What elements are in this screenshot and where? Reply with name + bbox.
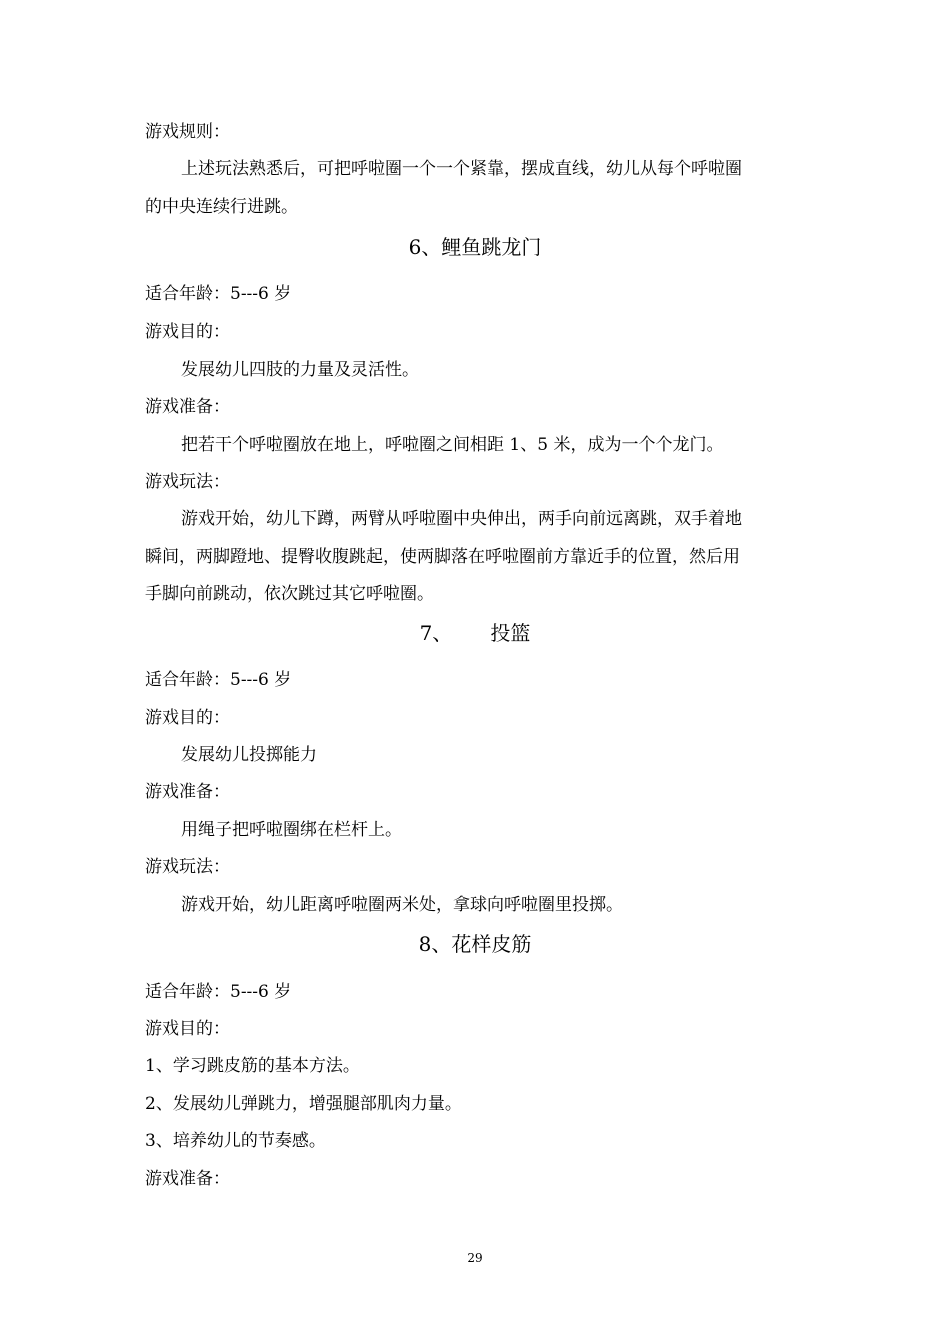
page-number: 29 bbox=[467, 1251, 483, 1265]
section-6-title: 6、鲤鱼跳龙门 bbox=[408, 235, 542, 259]
section-6-play-line-2: 瞬间，两脚蹬地、提臀收腹跳起，使两脚落在呼啦圈前方靠近手的位置，然后用 bbox=[145, 547, 740, 567]
section-7-prep-label: 游戏准备： bbox=[145, 782, 230, 802]
section-8-goal-2: 2、发展幼儿弹跳力，增强腿部肌肉力量。 bbox=[145, 1094, 462, 1114]
section-6-play-line-1: 游戏开始，幼儿下蹲，两臂从呼啦圈中央伸出，两手向前远离跳，双手着地 bbox=[181, 509, 742, 529]
section-6-play-label: 游戏玩法： bbox=[145, 472, 230, 492]
section-8-age: 适合年龄：5---6 岁 bbox=[145, 982, 292, 1002]
rules-line-2: 的中央连续行进跳。 bbox=[145, 197, 298, 217]
section-6-age: 适合年龄：5---6 岁 bbox=[145, 284, 292, 304]
section-6-goal-text: 发展幼儿四肢的力量及灵活性。 bbox=[181, 360, 419, 380]
section-8-goal-1: 1、学习跳皮筋的基本方法。 bbox=[145, 1056, 360, 1076]
section-7-goal-text: 发展幼儿投掷能力 bbox=[181, 745, 317, 765]
section-7-play-text: 游戏开始，幼儿距离呼啦圈两米处，拿球向呼啦圈里投掷。 bbox=[181, 895, 623, 915]
section-8-goal-3: 3、培养幼儿的节奏感。 bbox=[145, 1131, 326, 1151]
section-8-goal-label: 游戏目的： bbox=[145, 1019, 230, 1039]
section-7-age: 适合年龄：5---6 岁 bbox=[145, 670, 292, 690]
section-6-prep-label: 游戏准备： bbox=[145, 397, 230, 417]
rules-line-1: 上述玩法熟悉后，可把呼啦圈一个一个紧靠，摆成直线，幼儿从每个呼啦圈 bbox=[181, 159, 742, 179]
section-7-play-label: 游戏玩法： bbox=[145, 857, 230, 877]
section-7-prep-text: 用绳子把呼啦圈绑在栏杆上。 bbox=[181, 820, 402, 840]
section-7-goal-label: 游戏目的： bbox=[145, 708, 230, 728]
section-6-goal-label: 游戏目的： bbox=[145, 322, 230, 342]
section-8-prep-label: 游戏准备： bbox=[145, 1169, 230, 1189]
rules-label: 游戏规则： bbox=[145, 122, 230, 142]
section-6-prep-text: 把若干个呼啦圈放在地上，呼啦圈之间相距 1、5 米，成为一个个龙门。 bbox=[181, 435, 724, 455]
section-8-title: 8、花样皮筋 bbox=[418, 932, 532, 956]
section-7-title: 7、 投篮 bbox=[419, 621, 531, 645]
section-6-play-line-3: 手脚向前跳动，依次跳过其它呼啦圈。 bbox=[145, 584, 434, 604]
